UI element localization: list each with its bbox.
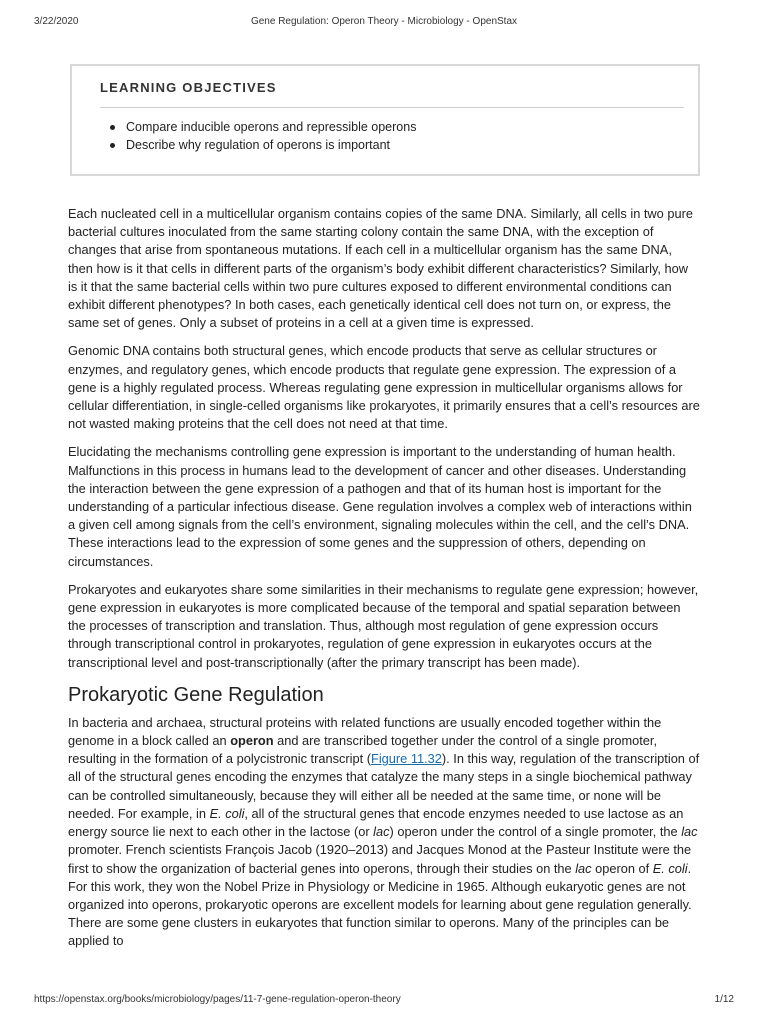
text-run: ). In this way, regulation of the transcription of all of the structural genes encoding the enzymes that catalyze the many steps in a single biochemical pathway can be controlled simultaneously, because they will either all be needed at the same time, or none will be needed. For example, in	[68, 751, 700, 821]
learning-objectives-heading: LEARNING OBJECTIVES	[100, 80, 277, 95]
print-header	[34, 16, 734, 30]
paragraph: Elucidating the mechanisms controlling gene expression is important to the understanding of human health. Malfunctions in this process in humans lead to the development of cancer and other diseases. Understanding the interaction between the gene expression of a pathogen and that of its human host is important for the understanding of a particular infectious disease. Gene regulation involves a complex web of interactions within a given cell among signals from the cell’s environment, signaling molecules within the cell, and the cell’s DNA. These interactions lead to the expression of some genes and the suppression of others, depending on circumstances.	[68, 444, 692, 569]
paragraph: Each nucleated cell in a multicellular organism contains copies of the same DNA. Similarly, all cells in two pure bacterial cultures inoculated from the same starting colony contain the same DNA, with the exception of changes that arise from spontaneous mutations. If each cell in a multicellular organism has the same DNA, then how is it that cells in different parts of the organism’s body exhibit different characteristics? Similarly, how is it that the same bacterial cells within two pure cultures exposed to different environmental conditions can exhibit different phenotypes? In both cases, each genetically identical cell does not turn on, or express, the same set of genes. Only a subset of proteins in a cell at a given time is expressed.	[68, 206, 693, 331]
learning-objectives-list	[110, 118, 416, 154]
section-heading: Prokaryotic Gene Regulation	[68, 683, 324, 706]
page-number: 1/12	[714, 994, 734, 1005]
figure-link[interactable]: Figure 11.32	[371, 751, 442, 767]
paragraph	[68, 714, 700, 951]
print-url: https://openstax.org/books/microbiology/pages/11-7-gene-regulation-operon-theory	[34, 994, 401, 1005]
bullet-icon	[110, 143, 115, 148]
text-run: promoter. French scientists François Jacob (1920–2013) and Jacques Monod at the Pasteur Institute were the first to show the organization of bacterial genes into operons, through their studies on the	[68, 842, 692, 876]
learning-objectives-box	[70, 64, 700, 176]
gene-name: lac	[681, 824, 698, 840]
key-term: operon	[230, 733, 274, 749]
bullet-icon	[110, 125, 115, 130]
species-name: E. coli	[209, 805, 245, 821]
species-name: E. coli	[652, 860, 688, 876]
text-run: operon of	[591, 860, 653, 876]
paragraph: Prokaryotes and eukaryotes share some similarities in their mechanisms to regulate gene expression; however, gene expression in eukaryotes is more complicated because of the temporal and spatial separation between the processes of transcription and translation. Thus, although most regulation of gene expression occurs through transcriptional control in prokaryotes, regulation of gene expression in eukaryotes occurs at the transcriptional level and post-transcriptionally (after the primary transcript has been made).	[68, 581, 699, 670]
print-date: 3/22/2020	[34, 16, 79, 27]
text-run: and are transcribed together under the control of a single promoter, resulting in the formation of a polycistronic transcript (	[68, 733, 658, 767]
print-title: Gene Regulation: Operon Theory - Microbiology - OpenStax	[250, 16, 518, 27]
text-run: ) operon under the control of a single promoter, the	[389, 824, 682, 840]
list-item-text: Compare inducible operons and repressible operons	[126, 120, 417, 134]
print-footer	[34, 994, 734, 1008]
text-run: , all of the structural genes that encode enzymes needed to use lactose as an energy source lie next to each other in the lactose (or	[68, 805, 684, 840]
gene-name: lac	[373, 824, 390, 840]
text-run: In bacteria and archaea, structural proteins with related functions are usually encoded together within the genome in a block called an	[68, 714, 662, 749]
article-body	[68, 205, 700, 961]
list-item	[110, 118, 416, 136]
list-item-text: Describe why regulation of operons is important	[126, 138, 391, 152]
gene-name: lac	[575, 860, 592, 876]
text-run: . For this work, they won the Nobel Prize in Physiology or Medicine in 1965. Although eukaryotic genes are not organized into operons, prokaryotic operons are excellent models for learning about gene regulation generally. There are some gene clusters in eukaryotes that function similar to operons. Many of the principles can be applied to	[68, 860, 692, 949]
learning-objectives-divider	[100, 107, 684, 108]
list-item	[110, 136, 416, 154]
paragraph: Genomic DNA contains both structural genes, which encode products that serve as cellular structures or enzymes, and regulatory genes, which encode products that regulate gene expression. The expression of a gene is a highly regulated process. Whereas regulating gene expression in multicellular organisms allows for cellular differentiation, in single-celled organisms like prokaryotes, it primarily ensures that a cell’s resources are not wasted making proteins that the cell does not need at that time.	[68, 343, 700, 432]
